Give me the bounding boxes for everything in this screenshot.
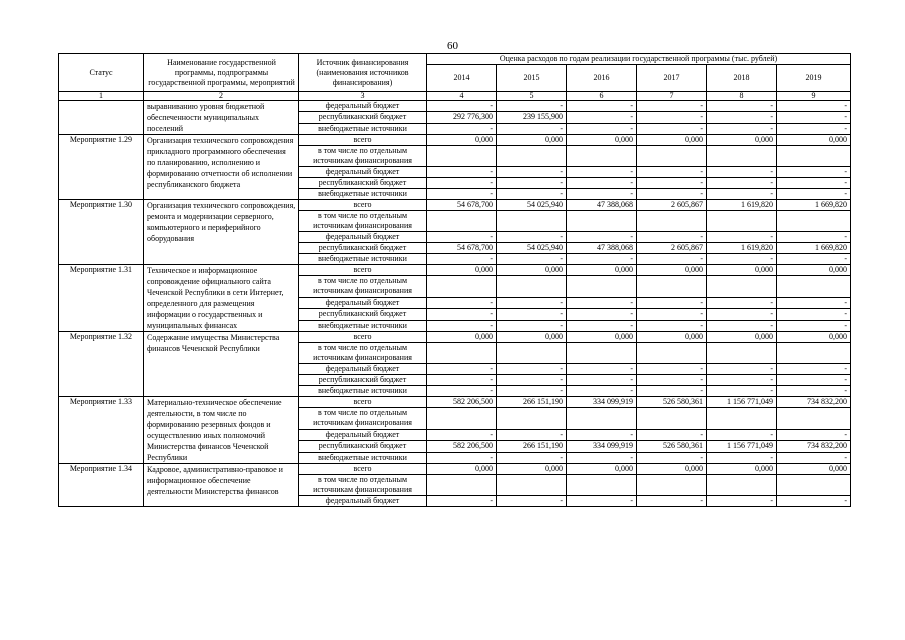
value-cell [707, 276, 777, 298]
value-cell: 1 156 771,049 [707, 441, 777, 452]
value-cell [777, 211, 851, 232]
value-cell [497, 276, 567, 298]
value-cell [637, 211, 707, 232]
value-cell [707, 475, 777, 496]
value-cell: - [497, 496, 567, 507]
value-cell: 0,000 [637, 464, 707, 475]
funding-source: всего [299, 464, 427, 475]
value-cell [707, 211, 777, 232]
value-cell: - [497, 254, 567, 265]
value-cell: - [427, 167, 497, 178]
value-cell: - [637, 386, 707, 397]
table-row [59, 464, 851, 475]
column-number: 2 [144, 92, 299, 101]
measure-status: Мероприятие 1.31 [59, 265, 144, 332]
funding-source: всего [299, 200, 427, 211]
value-cell: - [777, 297, 851, 308]
header-status: Статус [59, 54, 144, 92]
value-cell [637, 343, 707, 364]
value-cell: 582 206,500 [427, 397, 497, 408]
value-cell: - [567, 254, 637, 265]
value-cell: 0,000 [567, 265, 637, 276]
value-cell: - [707, 112, 777, 123]
funding-source: федеральный бюджет [299, 429, 427, 440]
header-name: Наименование государственной программы, подпрограммы государственной программы, мероприятий [144, 54, 299, 92]
header-year: 2014 [427, 65, 497, 92]
funding-source: в том числе по отдельным источникам финансирования [299, 475, 427, 496]
value-cell: - [707, 167, 777, 178]
funding-source: внебюджетные источники [299, 189, 427, 200]
value-cell: - [427, 375, 497, 386]
value-cell [567, 343, 637, 364]
value-cell [567, 146, 637, 167]
value-cell [567, 276, 637, 298]
measure-name: Содержание имущества Министерства финансов Чеченской Республики [144, 332, 299, 397]
value-cell: - [707, 452, 777, 463]
value-cell: - [777, 452, 851, 463]
value-cell: - [707, 364, 777, 375]
column-numbers-row [59, 92, 851, 101]
value-cell: - [427, 232, 497, 243]
value-cell: - [637, 254, 707, 265]
value-cell [497, 146, 567, 167]
funding-source: всего [299, 135, 427, 146]
table-row [59, 397, 851, 408]
value-cell: 0,000 [777, 265, 851, 276]
column-number: 6 [567, 92, 637, 101]
value-cell: 0,000 [637, 135, 707, 146]
funding-source: внебюджетные источники [299, 254, 427, 265]
header-year: 2016 [567, 65, 637, 92]
value-cell: 54 025,940 [497, 243, 567, 254]
measure-name: Материально-техническое обеспечение деятельности, в том числе по формированию резервных фондов и осуществлению иных полномочий Министерства финансов Чеченской Республики [144, 397, 299, 464]
value-cell: - [777, 364, 851, 375]
value-cell: - [427, 178, 497, 189]
value-cell: - [707, 297, 777, 308]
funding-source: республиканский бюджет [299, 178, 427, 189]
value-cell: - [427, 452, 497, 463]
value-cell: 0,000 [497, 135, 567, 146]
value-cell: 54 025,940 [497, 200, 567, 211]
column-number: 7 [637, 92, 707, 101]
value-cell: 0,000 [707, 464, 777, 475]
table-row [59, 332, 851, 343]
value-cell: - [637, 297, 707, 308]
value-cell: 2 605,867 [637, 200, 707, 211]
table-row [59, 200, 851, 211]
value-cell [777, 146, 851, 167]
value-cell [427, 343, 497, 364]
value-cell: 1 619,820 [707, 243, 777, 254]
value-cell: - [497, 320, 567, 331]
value-cell: - [427, 309, 497, 320]
value-cell: 0,000 [567, 135, 637, 146]
table-row [59, 101, 851, 112]
measure-status: Мероприятие 1.34 [59, 464, 144, 507]
value-cell: - [637, 452, 707, 463]
column-number: 5 [497, 92, 567, 101]
value-cell: - [637, 189, 707, 200]
value-cell: 0,000 [567, 332, 637, 343]
budget-table [58, 53, 851, 507]
measure-status: Мероприятие 1.32 [59, 332, 144, 397]
value-cell: 54 678,700 [427, 243, 497, 254]
funding-source: республиканский бюджет [299, 243, 427, 254]
value-cell: 2 605,867 [637, 243, 707, 254]
value-cell [707, 343, 777, 364]
value-cell [567, 408, 637, 430]
header-year: 2015 [497, 65, 567, 92]
value-cell [707, 408, 777, 430]
value-cell: - [427, 254, 497, 265]
column-number: 4 [427, 92, 497, 101]
header-year: 2019 [777, 65, 851, 92]
value-cell: - [497, 178, 567, 189]
value-cell: - [567, 386, 637, 397]
value-cell [777, 408, 851, 430]
value-cell: 526 580,361 [637, 397, 707, 408]
value-cell: 1 669,820 [777, 200, 851, 211]
value-cell [777, 343, 851, 364]
value-cell [427, 211, 497, 232]
value-cell: - [777, 496, 851, 507]
value-cell: - [497, 429, 567, 440]
value-cell: 1 669,820 [777, 243, 851, 254]
value-cell: - [777, 320, 851, 331]
funding-source: внебюджетные источники [299, 320, 427, 331]
value-cell: - [427, 297, 497, 308]
value-cell: 734 832,200 [777, 397, 851, 408]
value-cell: - [497, 364, 567, 375]
value-cell: - [707, 386, 777, 397]
value-cell: - [777, 309, 851, 320]
value-cell: - [567, 123, 637, 134]
funding-source: всего [299, 332, 427, 343]
column-number: 8 [707, 92, 777, 101]
value-cell: - [427, 496, 497, 507]
value-cell: - [567, 429, 637, 440]
value-cell: - [777, 101, 851, 112]
value-cell: - [777, 254, 851, 265]
value-cell: - [707, 320, 777, 331]
funding-source: в том числе по отдельным источникам финансирования [299, 276, 427, 298]
measure-name: выравниванию уровня бюджетной обеспеченности муниципальных поселений [144, 101, 299, 135]
funding-source: в том числе по отдельным источникам финансирования [299, 211, 427, 232]
value-cell: - [427, 386, 497, 397]
funding-source: федеральный бюджет [299, 232, 427, 243]
value-cell: 0,000 [427, 135, 497, 146]
value-cell [427, 408, 497, 430]
value-cell: - [637, 429, 707, 440]
value-cell: - [707, 375, 777, 386]
table-row [59, 135, 851, 146]
value-cell: - [567, 178, 637, 189]
measure-status: Мероприятие 1.30 [59, 200, 144, 265]
measure-status: Мероприятие 1.29 [59, 135, 144, 200]
value-cell: 0,000 [427, 332, 497, 343]
funding-source: республиканский бюджет [299, 375, 427, 386]
value-cell [567, 211, 637, 232]
value-cell: 334 099,919 [567, 441, 637, 452]
value-cell: 0,000 [707, 265, 777, 276]
funding-source: всего [299, 265, 427, 276]
value-cell: - [637, 309, 707, 320]
value-cell: - [427, 189, 497, 200]
column-number: 3 [299, 92, 427, 101]
value-cell: - [567, 297, 637, 308]
funding-source: внебюджетные источники [299, 452, 427, 463]
value-cell: - [567, 375, 637, 386]
value-cell: - [637, 101, 707, 112]
value-cell: - [707, 429, 777, 440]
funding-source: федеральный бюджет [299, 297, 427, 308]
value-cell: - [567, 232, 637, 243]
header-row [59, 54, 851, 65]
value-cell [777, 475, 851, 496]
measure-name: Техническое и информационное сопровождение официального сайта Чеченской Республики в сети Интернет, определенного для размещения информации о государственных и муниципальных финансах [144, 265, 299, 332]
value-cell: 266 151,190 [497, 441, 567, 452]
value-cell [497, 475, 567, 496]
value-cell: - [497, 452, 567, 463]
value-cell [637, 475, 707, 496]
value-cell: 0,000 [707, 135, 777, 146]
value-cell: - [427, 320, 497, 331]
value-cell: - [497, 386, 567, 397]
value-cell: - [497, 375, 567, 386]
value-cell [567, 475, 637, 496]
value-cell: - [777, 375, 851, 386]
value-cell [497, 408, 567, 430]
value-cell: 582 206,500 [427, 441, 497, 452]
header-year: 2018 [707, 65, 777, 92]
value-cell: - [777, 189, 851, 200]
value-cell: - [707, 101, 777, 112]
value-cell [777, 276, 851, 298]
value-cell: 0,000 [427, 265, 497, 276]
funding-source: федеральный бюджет [299, 167, 427, 178]
value-cell: - [777, 178, 851, 189]
value-cell: 47 388,068 [567, 200, 637, 211]
value-cell: - [497, 101, 567, 112]
value-cell: - [777, 123, 851, 134]
value-cell: - [567, 496, 637, 507]
value-cell: - [777, 167, 851, 178]
funding-source: в том числе по отдельным источникам финансирования [299, 343, 427, 364]
value-cell: - [567, 364, 637, 375]
value-cell [637, 146, 707, 167]
header-source: Источник финансирования (наименования источников финансирования) [299, 54, 427, 92]
funding-source: федеральный бюджет [299, 364, 427, 375]
value-cell: - [427, 101, 497, 112]
value-cell: - [497, 297, 567, 308]
funding-source: в том числе по отдельным источникам финансирования [299, 408, 427, 430]
column-number: 9 [777, 92, 851, 101]
value-cell: 0,000 [497, 332, 567, 343]
value-cell: - [707, 254, 777, 265]
funding-source: республиканский бюджет [299, 441, 427, 452]
value-cell: - [497, 123, 567, 134]
funding-source: федеральный бюджет [299, 101, 427, 112]
value-cell: 0,000 [637, 332, 707, 343]
value-cell: - [567, 452, 637, 463]
value-cell: 734 832,200 [777, 441, 851, 452]
value-cell: 0,000 [707, 332, 777, 343]
table-row [59, 265, 851, 276]
value-cell: - [637, 364, 707, 375]
value-cell: - [567, 309, 637, 320]
value-cell: 47 388,068 [567, 243, 637, 254]
value-cell [497, 343, 567, 364]
value-cell: 292 776,300 [427, 112, 497, 123]
funding-source: республиканский бюджет [299, 112, 427, 123]
value-cell: - [497, 232, 567, 243]
value-cell: - [637, 496, 707, 507]
measure-name: Организация технического сопровождения прикладного программного обеспечения по планированию, исполнению и формированию отчетности об исполнении республиканского бюджета [144, 135, 299, 200]
value-cell: - [637, 112, 707, 123]
header-year: 2017 [637, 65, 707, 92]
value-cell: 0,000 [567, 464, 637, 475]
value-cell: - [707, 178, 777, 189]
value-cell: 0,000 [637, 265, 707, 276]
value-cell: - [567, 101, 637, 112]
value-cell: - [637, 375, 707, 386]
value-cell: - [707, 309, 777, 320]
value-cell: - [777, 429, 851, 440]
value-cell: - [497, 167, 567, 178]
funding-source: всего [299, 397, 427, 408]
value-cell [427, 276, 497, 298]
funding-source: федеральный бюджет [299, 496, 427, 507]
value-cell: - [427, 123, 497, 134]
column-number: 1 [59, 92, 144, 101]
value-cell: - [637, 320, 707, 331]
value-cell: 54 678,700 [427, 200, 497, 211]
value-cell: - [707, 189, 777, 200]
value-cell: - [567, 112, 637, 123]
value-cell: 0,000 [777, 135, 851, 146]
value-cell: - [637, 178, 707, 189]
value-cell: - [427, 429, 497, 440]
value-cell [427, 475, 497, 496]
value-cell: 0,000 [497, 265, 567, 276]
value-cell: - [777, 232, 851, 243]
measure-status: Мероприятие 1.33 [59, 397, 144, 464]
value-cell: - [427, 364, 497, 375]
value-cell: 239 155,900 [497, 112, 567, 123]
funding-source: внебюджетные источники [299, 386, 427, 397]
value-cell: 0,000 [777, 464, 851, 475]
value-cell: - [637, 232, 707, 243]
measure-name: Организация технического сопровождения, ремонта и модернизации серверного, компьютерного и периферийного оборудования [144, 200, 299, 265]
value-cell: - [497, 189, 567, 200]
value-cell: - [567, 189, 637, 200]
value-cell: 0,000 [777, 332, 851, 343]
value-cell: 334 099,919 [567, 397, 637, 408]
value-cell [427, 146, 497, 167]
value-cell: - [637, 167, 707, 178]
value-cell: 0,000 [497, 464, 567, 475]
value-cell: 1 619,820 [707, 200, 777, 211]
value-cell [637, 408, 707, 430]
page-number: 60 [447, 40, 458, 52]
value-cell: - [567, 167, 637, 178]
header-estimate: Оценка расходов по годам реализации государственной программы (тыс. рублей) [427, 54, 851, 65]
value-cell: 266 151,190 [497, 397, 567, 408]
value-cell: 1 156 771,049 [707, 397, 777, 408]
value-cell [637, 276, 707, 298]
funding-source: республиканский бюджет [299, 309, 427, 320]
funding-source: в том числе по отдельным источникам финансирования [299, 146, 427, 167]
value-cell: 526 580,361 [637, 441, 707, 452]
value-cell [707, 146, 777, 167]
value-cell: - [707, 496, 777, 507]
value-cell: - [777, 112, 851, 123]
measure-status [59, 101, 144, 135]
table-body [59, 54, 851, 507]
value-cell: - [637, 123, 707, 134]
value-cell: - [777, 386, 851, 397]
value-cell [497, 211, 567, 232]
value-cell: - [707, 123, 777, 134]
measure-name: Кадровое, административно-правовое и информационное обеспечение деятельности Министерства финансов [144, 464, 299, 507]
funding-source: внебюджетные источники [299, 123, 427, 134]
value-cell: - [707, 232, 777, 243]
value-cell: 0,000 [427, 464, 497, 475]
value-cell: - [567, 320, 637, 331]
value-cell: - [497, 309, 567, 320]
